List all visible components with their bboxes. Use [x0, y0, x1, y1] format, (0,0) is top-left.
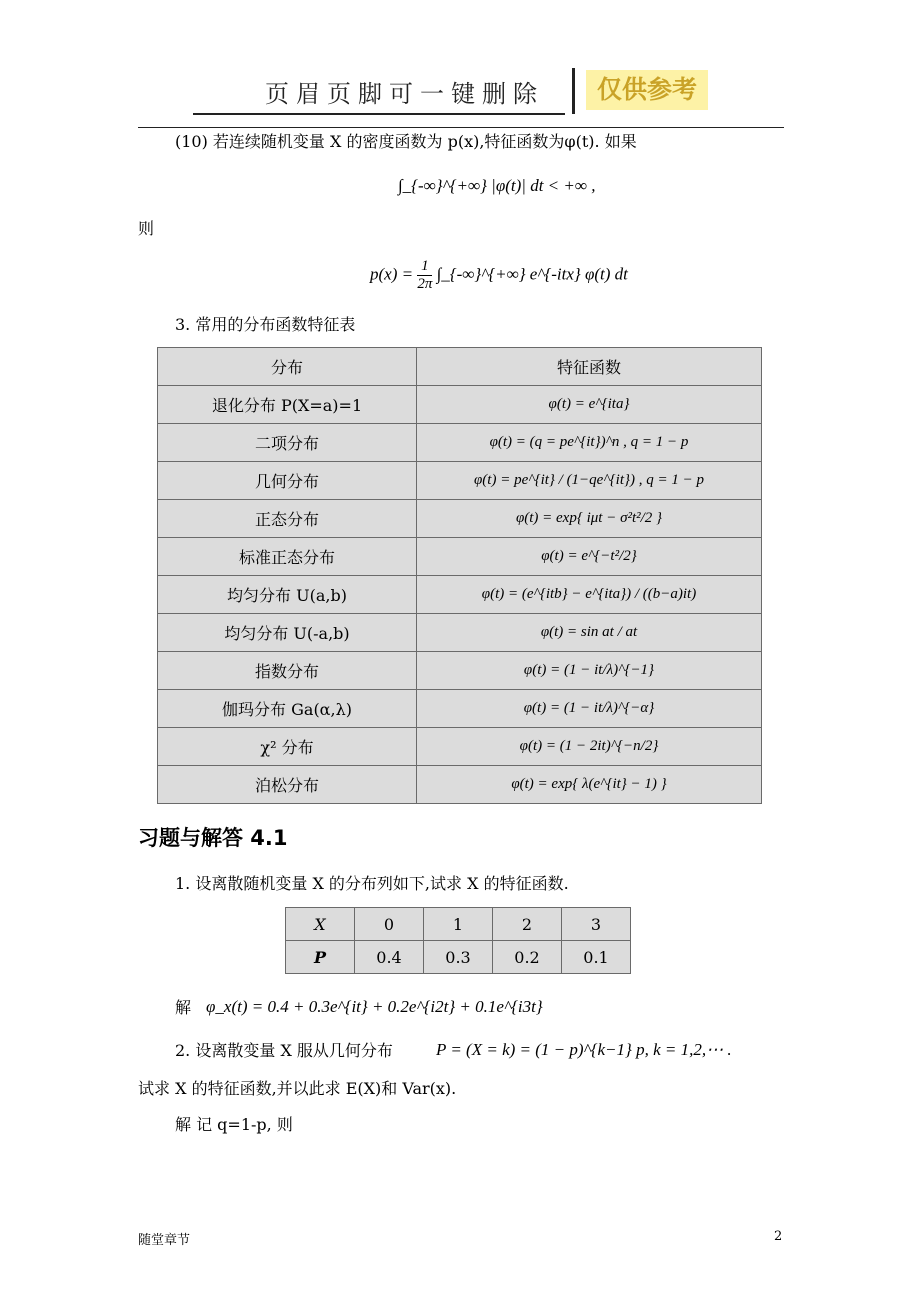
table-row	[158, 728, 762, 766]
inversion-formula	[370, 258, 628, 293]
cf-cell: φ(t) = e^{ita}	[417, 386, 762, 424]
cf-cell: φ(t) = (q = pe^{it})^n , q = 1 − p	[417, 424, 762, 462]
p-value-cell: 0.1	[562, 941, 631, 974]
reference-badge: 仅供参考	[586, 70, 708, 110]
table-row	[158, 500, 762, 538]
dist-cell: 标准正态分布	[158, 538, 417, 576]
table-row	[158, 538, 762, 576]
cf-cell: φ(t) = (1 − it/λ)^{−1}	[417, 652, 762, 690]
characteristic-function-table	[157, 347, 762, 804]
x-value-cell: 2	[493, 908, 562, 941]
cf-cell: φ(t) = sin at / at	[417, 614, 762, 652]
p-value-cell: 0.2	[493, 941, 562, 974]
question-2-formula: P = (X = k) = (1 − p)^{k−1} p, k = 1,2,⋯ .	[436, 1040, 732, 1059]
cf-cell: φ(t) = pe^{it} / (1−qe^{it}) , q = 1 − p	[417, 462, 762, 500]
p-label-cell: P	[286, 941, 355, 974]
dist-cell: 正态分布	[158, 500, 417, 538]
table-header-row	[158, 348, 762, 386]
cf-cell: φ(t) = exp{ iμt − σ²t²/2 }	[417, 500, 762, 538]
x-label-cell: X	[286, 908, 355, 941]
dist-cell: 均匀分布 U(a,b)	[158, 576, 417, 614]
item10-then: 则	[138, 219, 155, 238]
exercises-title: 习题与解答 4.1	[138, 826, 288, 850]
inversion-rhs: ∫_{-∞}^{+∞} e^{-itx} φ(t) dt	[436, 264, 628, 284]
page-number: 2	[774, 1229, 783, 1244]
table-row	[158, 462, 762, 500]
fraction-numerator: 1	[417, 258, 432, 276]
cf-cell: φ(t) = e^{−t²/2}	[417, 538, 762, 576]
solution-1-formula: φ_x(t) = 0.4 + 0.3e^{it} + 0.2e^{i2t} + 0.1e^{i3t}	[206, 997, 543, 1016]
table-row	[158, 766, 762, 804]
section3-title: 3. 常用的分布函数特征表	[175, 315, 356, 334]
fraction-denominator: 2π	[417, 276, 433, 292]
table-row	[158, 614, 762, 652]
inversion-lhs: p(x) =	[370, 264, 414, 284]
cf-cell: φ(t) = (1 − it/λ)^{−α}	[417, 690, 762, 728]
header-title: 页眉页脚可一键删除	[265, 80, 544, 108]
table-row	[158, 690, 762, 728]
dist-cell: 退化分布 P(X=a)=1	[158, 386, 417, 424]
dist-cell: χ² 分布	[158, 728, 417, 766]
x-value-cell: 1	[424, 908, 493, 941]
header-divider	[572, 68, 575, 114]
table-row	[286, 941, 631, 974]
dist-cell: 均匀分布 U(-a,b)	[158, 614, 417, 652]
header-characteristic-function: 特征函数	[417, 348, 762, 386]
question-2-line2: 试求 X 的特征函数,并以此求 E(X)和 Var(x).	[138, 1079, 457, 1098]
p-value-cell: 0.4	[355, 941, 424, 974]
header-distribution: 分布	[158, 348, 417, 386]
question-2-line1: 2. 设离散变量 X 服从几何分布	[175, 1041, 393, 1060]
solution-1-label: 解	[175, 998, 192, 1017]
cf-cell: φ(t) = (e^{itb} − e^{ita}) / ((b−a)it)	[417, 576, 762, 614]
table-row	[158, 424, 762, 462]
dist-cell: 指数分布	[158, 652, 417, 690]
cf-cell: φ(t) = exp{ λ(e^{it} − 1) }	[417, 766, 762, 804]
x-value-cell: 3	[562, 908, 631, 941]
cf-cell: φ(t) = (1 − 2it)^{−n/2}	[417, 728, 762, 766]
table-row	[158, 652, 762, 690]
dist-cell: 伽玛分布 Ga(α,λ)	[158, 690, 417, 728]
item10-text: (10) 若连续随机变量 X 的密度函数为 p(x),特征函数为φ(t). 如果	[175, 132, 637, 151]
question-1: 1. 设离散随机变量 X 的分布列如下,试求 X 的特征函数.	[175, 874, 569, 893]
solution-2-intro: 解 记 q=1-p, 则	[175, 1115, 293, 1134]
dist-cell: 二项分布	[158, 424, 417, 462]
table-row	[158, 576, 762, 614]
header-rule	[138, 127, 784, 128]
item10-condition-formula: ∫_{-∞}^{+∞} |φ(t)| dt < +∞ ,	[398, 176, 596, 195]
inversion-fraction	[417, 258, 432, 293]
footer-label: 随堂章节	[138, 1233, 191, 1248]
dist-cell: 几何分布	[158, 462, 417, 500]
table-row	[158, 386, 762, 424]
p-value-cell: 0.3	[424, 941, 493, 974]
distribution-table	[285, 907, 631, 974]
dist-cell: 泊松分布	[158, 766, 417, 804]
x-value-cell: 0	[355, 908, 424, 941]
table-row	[286, 908, 631, 941]
header-underline	[193, 113, 565, 115]
